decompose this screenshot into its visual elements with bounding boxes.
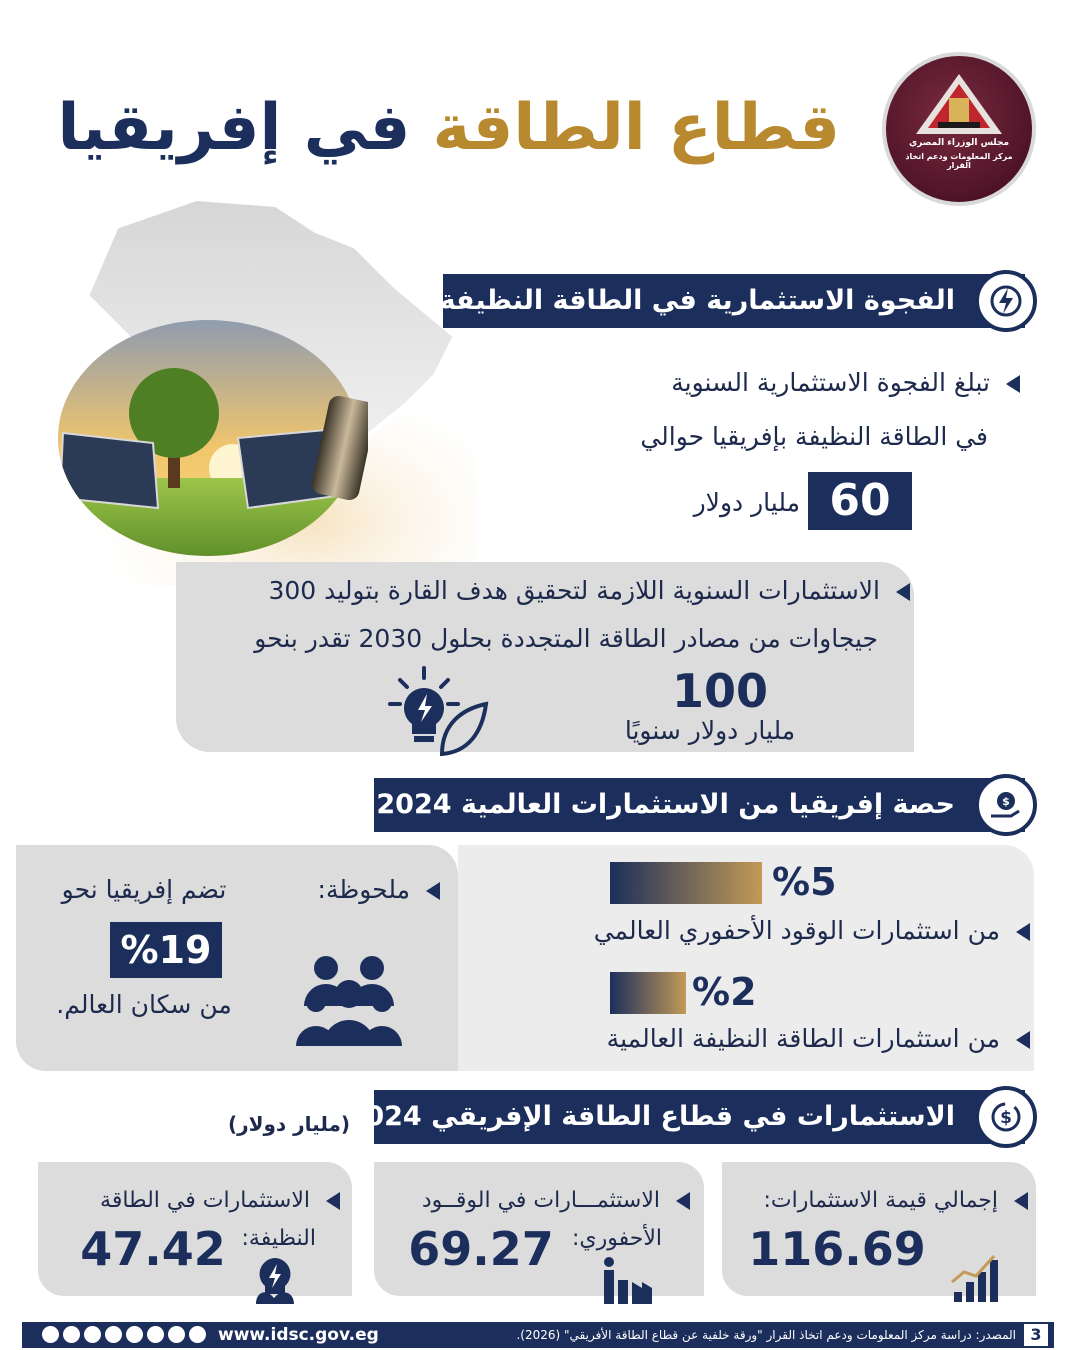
footer-source: المصدر: دراسة مركز المعلومات ودعم اتخاذ القرار "ورقة خلفية عن قطاع الطاقة الأفريقي" (2026). bbox=[516, 1328, 1016, 1342]
money-hand-icon bbox=[975, 774, 1037, 836]
section-header-global-share bbox=[374, 778, 1025, 832]
needed-bullet-line1: الاستثمارات السنوية اللازمة لتحقيق هدف القارة بتوليد 300 bbox=[190, 566, 910, 616]
note-line1: تضم إفريقيا نحو bbox=[61, 875, 227, 904]
linkedin-icon[interactable] bbox=[105, 1326, 122, 1343]
bullet-arrow-icon bbox=[896, 583, 910, 601]
gap-bullet-line1: تبلغ الفجوة الاستثمارية السنوية bbox=[440, 358, 1020, 408]
total-label: إجمالي قيمة الاستثمارات: bbox=[734, 1182, 1028, 1220]
note-line2: من سكان العالم. bbox=[56, 990, 232, 1019]
bullet-arrow-icon bbox=[1014, 1192, 1028, 1210]
logo-text-line2: مركز المعلومات ودعم اتخاذ القرار bbox=[905, 152, 1013, 170]
pyramid-icon bbox=[886, 56, 1032, 202]
bullet-arrow-icon bbox=[326, 1192, 340, 1210]
eco-bulb-icon bbox=[382, 664, 492, 764]
fossil-label-line2: الأحفوري: bbox=[571, 1226, 662, 1251]
clean-share-bar bbox=[610, 972, 686, 1014]
gap-unit: مليار دولار bbox=[693, 488, 800, 517]
title-part-dark: في إفريقيا bbox=[57, 91, 411, 165]
total-value: 116.69 bbox=[748, 1222, 926, 1276]
coins-growth-icon bbox=[950, 1252, 1000, 1304]
fossil-share-value: %5 bbox=[772, 860, 837, 904]
svg-text:$: $ bbox=[1000, 1108, 1012, 1128]
section-header-text: الفجوة الاستثمارية في الطاقة النظيفة bbox=[439, 285, 955, 316]
fossil-value: 69.27 bbox=[408, 1222, 554, 1276]
bullet-arrow-icon bbox=[1006, 375, 1020, 393]
needed-bullet-line2: جيجاوات من مصادر الطاقة المتجددة بحلول 2030 تقدر بنحو bbox=[254, 624, 878, 653]
gap-value-badge: 60 bbox=[808, 472, 912, 530]
needed-value: 100 bbox=[671, 664, 769, 718]
instagram-icon[interactable] bbox=[84, 1326, 101, 1343]
note-label: ملحوظة: bbox=[300, 865, 440, 915]
x-icon[interactable] bbox=[63, 1326, 80, 1343]
bullet-arrow-icon bbox=[1016, 1031, 1030, 1049]
section-header-investment-gap bbox=[439, 274, 1025, 328]
clean-label-line2: النظيفة: bbox=[241, 1226, 316, 1251]
needed-unit: مليار دولار سنويًا bbox=[624, 716, 796, 745]
page-number: 3 bbox=[1024, 1324, 1048, 1346]
bullet-arrow-icon bbox=[426, 882, 440, 900]
plug-lightning-icon bbox=[975, 270, 1037, 332]
bullet-arrow-icon bbox=[676, 1192, 690, 1210]
investments-unit: (مليار دولار) bbox=[227, 1112, 351, 1136]
gap-bullet-line2: في الطاقة النظيفة بإفريقيا حوالي bbox=[640, 422, 988, 451]
fossil-share-bar-track bbox=[610, 862, 762, 904]
dollar-cycle-icon bbox=[975, 1086, 1037, 1148]
clean-share-value: %2 bbox=[692, 970, 757, 1014]
social-icons bbox=[42, 1326, 206, 1344]
green-bulb-icon bbox=[252, 1256, 298, 1306]
section-header-text: حصة إفريقيا من الاستثمارات العالمية 2024 bbox=[376, 789, 955, 820]
clean-value: 47.42 bbox=[80, 1222, 226, 1276]
clean-share-label: من استثمارات الطاقة النظيفة العالمية bbox=[600, 1014, 1030, 1064]
people-group-icon bbox=[296, 950, 402, 1048]
population-share-badge: %19 bbox=[110, 922, 222, 978]
bullet-arrow-icon bbox=[1016, 923, 1030, 941]
title-part-gold: قطاع الطاقة bbox=[432, 91, 840, 165]
threads-icon[interactable] bbox=[189, 1326, 206, 1343]
logo-text-line1: مجلس الوزراء المصري bbox=[908, 138, 1010, 148]
facebook-icon[interactable] bbox=[42, 1326, 59, 1343]
clean-label-line1: الاستثمارات في الطاقة bbox=[50, 1182, 340, 1220]
section-header-sector-investments bbox=[346, 1090, 1025, 1144]
fossil-label-line1: الاستثمـــارات في الوقــود bbox=[388, 1182, 690, 1220]
section-header-text: الاستثمارات في قطاع الطاقة الإفريقي 2024 bbox=[346, 1101, 955, 1132]
telegram-icon[interactable] bbox=[147, 1326, 164, 1343]
svg-text:$: $ bbox=[1002, 795, 1010, 808]
whatsapp-icon[interactable] bbox=[168, 1326, 185, 1343]
fossil-share-label: من استثمارات الوقود الأحفوري العالمي bbox=[600, 906, 1030, 956]
website-link[interactable]: www.idsc.gov.eg bbox=[218, 1325, 379, 1345]
page-title bbox=[57, 78, 840, 178]
idsc-logo bbox=[882, 52, 1036, 206]
oil-factory-icon bbox=[598, 1256, 654, 1304]
fossil-share-bar bbox=[610, 862, 762, 904]
footer-bar bbox=[22, 1322, 1054, 1348]
youtube-icon[interactable] bbox=[126, 1326, 143, 1343]
bulb-solar-illustration bbox=[58, 318, 368, 558]
